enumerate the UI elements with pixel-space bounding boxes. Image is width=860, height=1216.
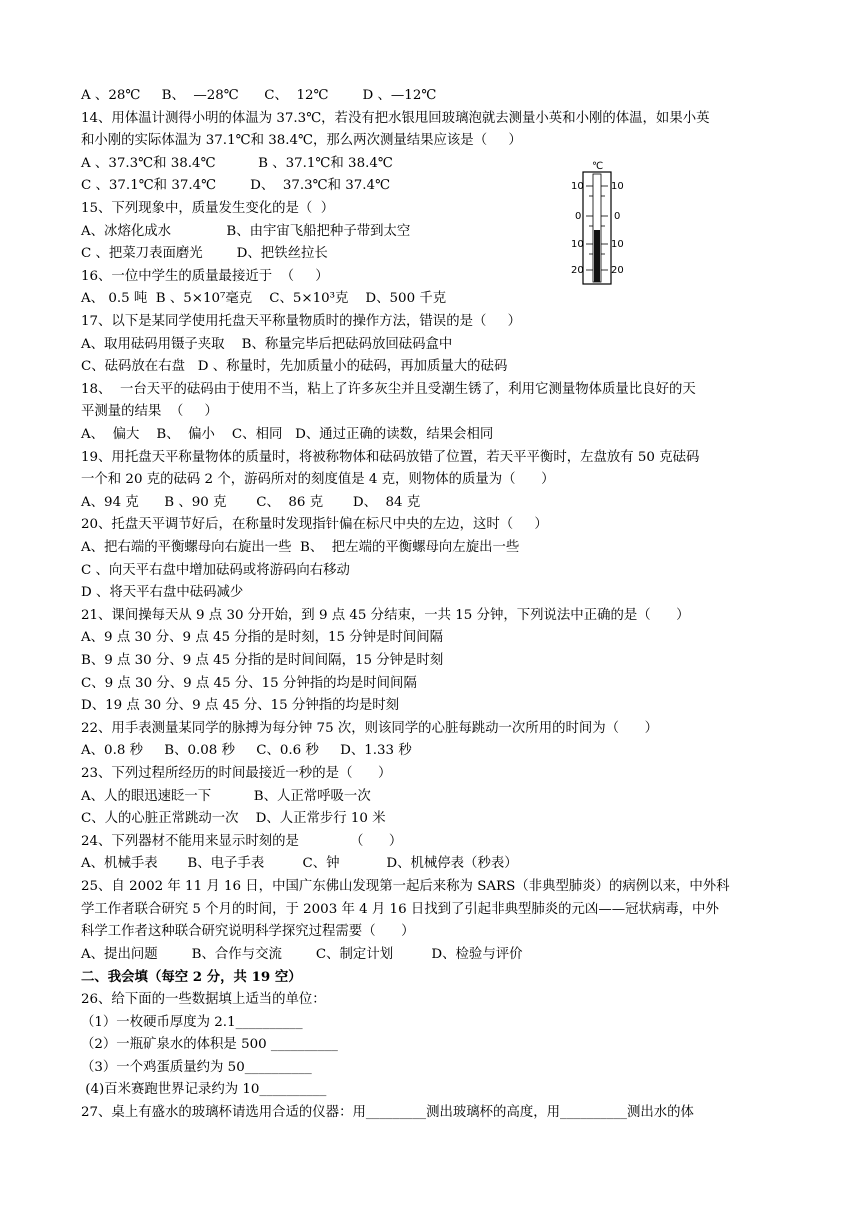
text-line: 23、下列过程所经历的时间最接近一秒的是（ ） [81,766,392,781]
text-line: A、取用砝码用镊子夹取 B、称量完毕后把砝码放回砝码盒中 [81,336,453,352]
text-line: 25、自 2002 年 11 月 16 日，中国广东佛山发现第一起后来称为 SARS（非典型肺炎）的病例以来，中外科 [81,879,730,894]
thermo-right-label: 0 [614,211,621,222]
text-line: A、 0.5 吨 B 、5×10⁷毫克 C、5×10³克 D、500 千克 [81,291,447,307]
thermo-left-label: 0 [575,211,582,222]
text-line: A 、28℃ B、 —28℃ C、 12℃ D 、—12℃ [81,88,437,103]
text-line: C、砝码放在右盘 D 、称量时，先加质量小的砝码，再加质量大的砝码 [81,359,508,375]
text-line: （3）一个鸡蛋质量约为 50__________ [81,1059,312,1075]
text-line: 16、一位中学生的质量最接近于 （ ） [81,268,329,284]
thermo-right-label: 20 [611,265,624,276]
text-line: A、把右端的平衡螺母向右旋出一些 B、 把左端的平衡螺母向左旋出一些 [81,540,520,555]
text-line: A、机械手表 B、电子手表 C、钟 D、机械停表（秒表） [81,856,518,872]
text-line: A 、37.3℃和 38.4℃ B 、37.1℃和 38.4℃ [81,155,393,171]
thermo-left-label: 10 [571,181,584,192]
text-line: A、冰熔化成水 B、由宇宙飞船把种子带到太空 [81,223,411,239]
text-line: 科学工作者这种联合研究说明科学探究过程需要（ ） [81,924,415,940]
thermo-right-label: 10 [611,239,624,250]
text-line: （2）一瓶矿泉水的体积是 500 __________ [81,1037,338,1053]
text-line: 18、 一台天平的砝码由于使用不当，粘上了许多灰尘并且受潮生锈了，利用它测量物体质量比良好的天 [81,381,696,397]
text-line: 26、给下面的一些数据填上适当的单位： [81,992,326,1007]
text-line: D 、将天平右盘中砝码减少 [81,585,244,601]
text-line: 和小刚的实际体温为 37.1℃和 38.4℃，那么两次测量结果应该是（ ） [81,133,522,149]
text-line: 学工作者联合研究 5 个月的时间，于 2003 年 4 月 16 日找到了引起非典型肺炎的元凶——冠状病毒，中外 [81,901,719,917]
thermo-left-label: 20 [571,265,584,276]
text-line: A、人的眼迅速眨一下 B、人正常呼吸一次 [81,788,371,804]
text-line: (4)百米赛跑世界记录约为 10__________ [81,1082,327,1098]
thermo-left-label: 10 [571,239,584,250]
text-line: 21、课间操每天从 9 点 30 分开始，到 9 点 45 分结束，一共 15 分钟，下列说法中正确的是（ ） [81,607,690,623]
text-line: 22、用手表测量某同学的脉搏为每分钟 75 次，则该同学的心脏每跳动一次所用的时间为（ ） [81,720,658,736]
text-line: A、94 克 B 、90 克 C、 86 克 D、 84 克 [81,494,421,510]
text-line: 20、托盘天平调节好后，在称量时发现指针偏在标尺中央的左边，这时（ ） [81,517,548,533]
text-line: 27、桌上有盛水的玻璃杯请选用合适的仪器：用_________测出玻璃杯的高度，用__________测出水的体 [81,1105,694,1120]
text-line: A、提出问题 B、合作与交流 C、制定计划 D、检验与评价 [81,946,523,962]
text-line: 14、用体温计测得小明的体温为 37.3℃，若没有把水银甩回玻璃泡就去测量小英和小刚的体温，如果小英 [81,110,710,126]
text-line: B、9 点 30 分、9 点 45 分指的是时间间隔，15 分钟是时刻 [81,653,444,668]
text-line: 19、用托盘天平称量物体的质量时，将被称物体和砝码放错了位置，若天平平衡时，左盘放有 50 克砝码 [81,449,700,465]
thermo-right-label: 10 [611,181,624,192]
thermometer-unit-label: ℃ [592,161,604,172]
text-line: C 、把菜刀表面磨光 D、把铁丝拉长 [81,246,328,262]
text-line: 一个和 20 克的砝码 2 个，游码所对的刻度值是 4 克，则物体的质量为（ ） [81,472,555,488]
text-line: C 、37.1℃和 37.4℃ D、 37.3℃和 37.4℃ [81,178,391,194]
text-line: A、 偏大 B、 偏小 C、相同 D、通过正确的读数，结果会相同 [81,427,494,442]
thermometer-icon [562,158,632,286]
text-line: 24、下列器材不能用来显示时刻的是 （ ） [81,833,403,849]
text-line: 平测量的结果 （ ） [81,404,218,420]
text-line: C、9 点 30 分、9 点 45 分、15 分钟指的均是时间间隔 [81,675,417,691]
text-line: D、19 点 30 分、9 点 45 分、15 分钟指的均是时刻 [81,698,400,714]
text-line: （1）一枚硬币厚度为 2.1__________ [81,1014,303,1030]
text-line: C、人的心脏正常跳动一次 D、人正常步行 10 米 [81,811,386,827]
text-line: 15、下列现象中，质量发生变化的是（ ） [81,201,335,216]
text-line: A、9 点 30 分、9 点 45 分指的是时刻，15 分钟是时间间隔 [81,630,444,646]
text-line: 17、以下是某同学使用托盘天平称量物质时的操作方法，错误的是（ ） [81,314,522,329]
text-line: C 、向天平右盘中增加砝码或将游码向右移动 [81,562,350,578]
thermometer-figure [562,158,632,286]
text-line: A、0.8 秒 B、0.08 秒 C、0.6 秒 D、1.33 秒 [81,743,412,759]
section-heading: 二、我会填（每空 2 分，共 19 空） [81,969,302,986]
